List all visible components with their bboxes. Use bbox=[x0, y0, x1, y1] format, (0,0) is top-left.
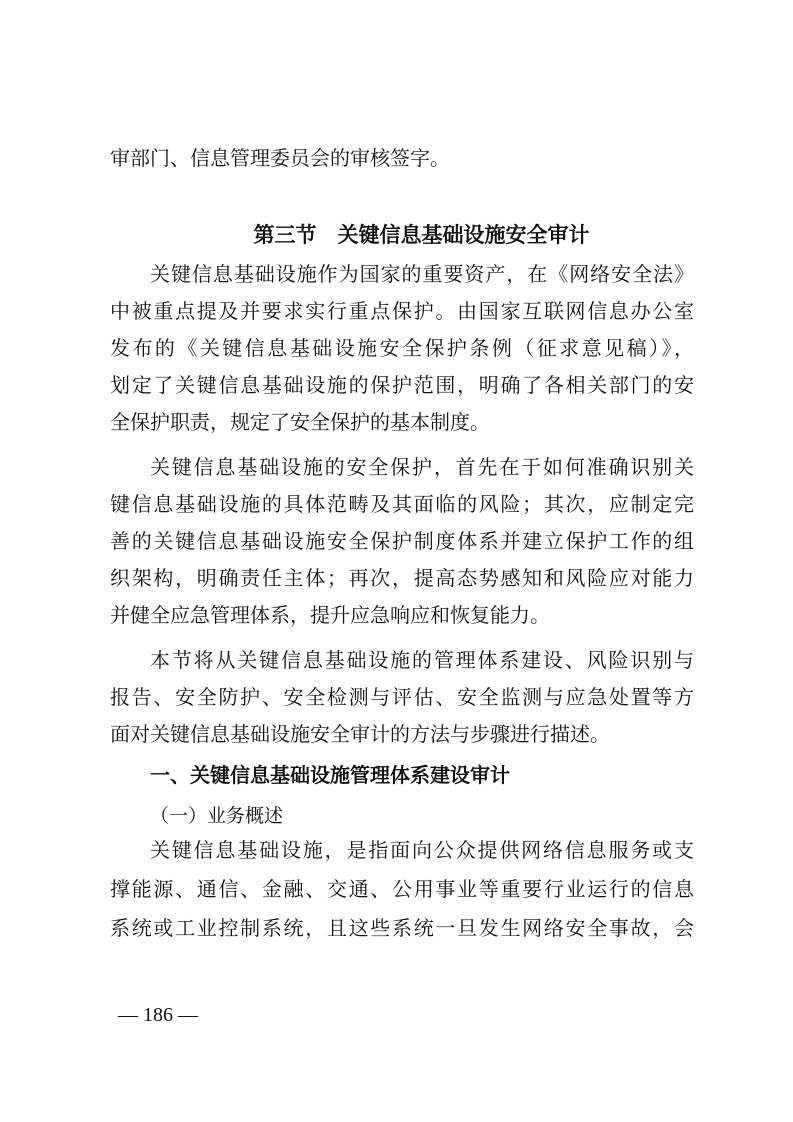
continuation-line: 审部门、信息管理委员会的审核签字。 bbox=[110, 146, 450, 170]
paragraph-line: 键信息基础设施的具体范畴及其面临的风险；其次，应制定完 bbox=[110, 492, 694, 516]
paragraph-line: 撑能源、通信、金融、交通、公用事业等重要行业运行的信息 bbox=[110, 877, 694, 901]
section-heading: 第三节 关键信息基础设施安全审计 bbox=[253, 223, 590, 247]
paragraph-line: 本节将从关键信息基础设施的管理体系建设、风险识别与 bbox=[150, 648, 694, 672]
paragraph-line: 面对关键信息基础设施安全审计的方法与步骤进行描述。 bbox=[110, 722, 610, 746]
paragraph-line: 系统或工业控制系统，且这些系统一旦发生网络安全事故，会 bbox=[110, 916, 694, 940]
paragraph-line: 全保护职责，规定了安全保护的基本制度。 bbox=[110, 410, 490, 434]
paragraph-line: 织架构，明确责任主体；再次，提高态势感知和风险应对能力 bbox=[110, 566, 694, 590]
paragraph-line: 划定了关键信息基础设施的保护范围，明确了各相关部门的安 bbox=[110, 373, 694, 397]
paragraph-line: 关键信息基础设施的安全保护，首先在于如何准确识别关 bbox=[150, 455, 694, 479]
paragraph-line: 关键信息基础设施，是指面向公众提供网络信息服务或支 bbox=[150, 838, 694, 862]
page-number: — 186 — bbox=[118, 1004, 198, 1026]
paragraph-line: 报告、安全防护、安全检测与评估、安全监测与应急处置等方 bbox=[110, 685, 694, 709]
paragraph-line: 善的关键信息基础设施安全保护制度体系并建立保护工作的组 bbox=[110, 529, 694, 553]
paragraph-line: 发布的《关键信息基础设施安全保护条例（征求意见稿）》， bbox=[110, 336, 694, 360]
paragraph-line: 并健全应急管理体系，提升应急响应和恢复能力。 bbox=[110, 603, 550, 627]
subheading-level-1: 一、关键信息基础设施管理体系建设审计 bbox=[150, 763, 510, 787]
subheading-level-2: （一）业务概述 bbox=[150, 805, 284, 827]
paragraph-line: 关键信息基础设施作为国家的重要资产，在《网络安全法》 bbox=[150, 262, 694, 286]
paragraph-line: 中被重点提及并要求实行重点保护。由国家互联网信息办公室 bbox=[110, 299, 694, 323]
